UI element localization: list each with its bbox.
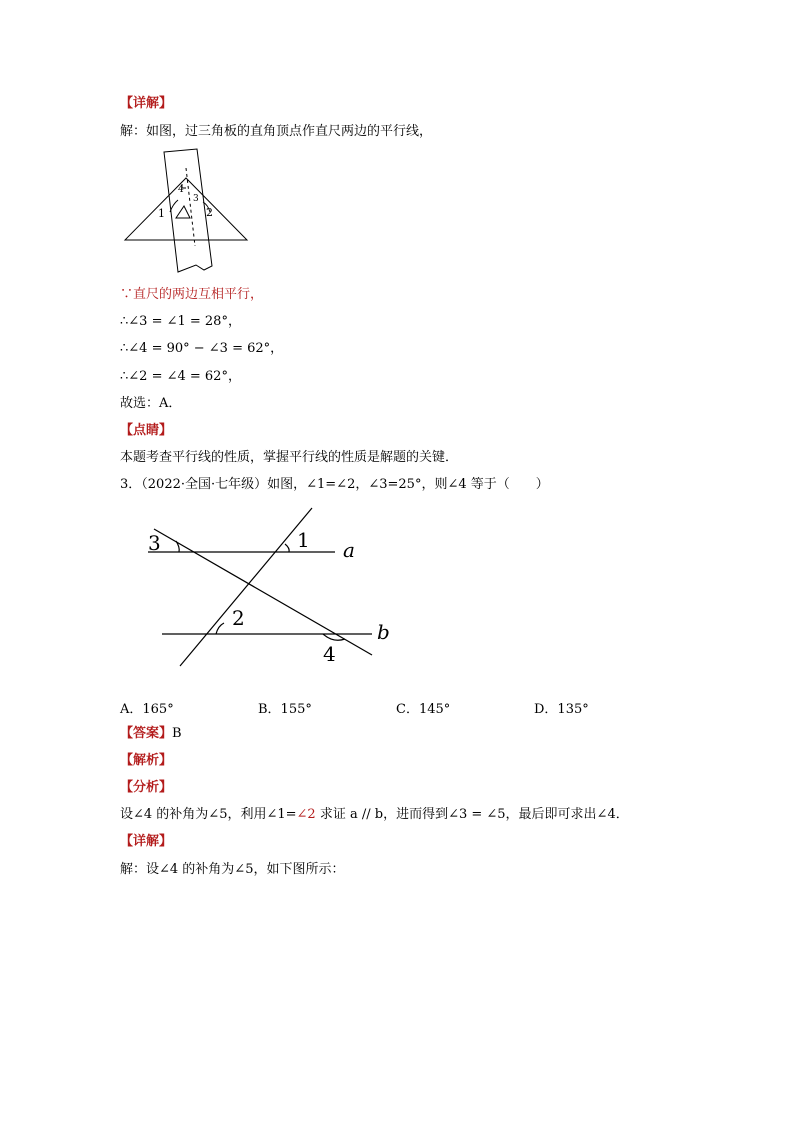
answer-heading: 【答案】 bbox=[120, 726, 173, 741]
option-d: D．135° bbox=[534, 702, 589, 717]
label-4: 4 bbox=[323, 642, 336, 666]
label-b: b bbox=[377, 620, 390, 644]
q3-detail-heading: 【详解】 bbox=[120, 834, 173, 849]
parallel-lines-figure bbox=[140, 505, 400, 675]
option-b: B．155° bbox=[258, 702, 312, 717]
step-1: ∴∠3 = ∠1 = 28°， bbox=[120, 314, 241, 329]
figure-label-1: 1 bbox=[158, 207, 165, 220]
detail-heading: 【详解】 bbox=[120, 96, 173, 111]
option-a: A．165° bbox=[120, 702, 174, 717]
note-heading: 【点睛】 bbox=[120, 423, 173, 438]
option-c: C．145° bbox=[396, 702, 451, 717]
angle2-arc bbox=[216, 623, 224, 634]
label-1: 1 bbox=[297, 528, 310, 552]
note-text: 本题考查平行线的性质，掌握平行线的性质是解题的关键． bbox=[120, 450, 459, 465]
analysis-heading: 【解析】 bbox=[120, 753, 173, 768]
label-2: 2 bbox=[232, 606, 245, 630]
label-a: a bbox=[343, 538, 355, 562]
step-2: ∴∠4 = 90° − ∠3 = 62°， bbox=[120, 341, 284, 356]
angle1-arc bbox=[285, 544, 289, 552]
because-line: ∵直尺的两边互相平行， bbox=[120, 287, 264, 302]
figure-label-4: 4 bbox=[178, 185, 184, 195]
step-3: ∴∠2 = ∠4 = 62°， bbox=[120, 369, 241, 384]
answer-value: B bbox=[172, 726, 182, 741]
label-3: 3 bbox=[148, 531, 161, 555]
ruler bbox=[164, 149, 212, 272]
solution-intro: 解：如图，过三角板的直角顶点作直尺两边的平行线， bbox=[120, 124, 433, 139]
fenxi-heading: 【分析】 bbox=[120, 780, 173, 795]
figure-label-3: 3 bbox=[193, 194, 199, 204]
triangle-ruler-figure bbox=[120, 148, 252, 274]
fenxi-text bbox=[120, 806, 629, 824]
angle1-arc bbox=[170, 200, 178, 212]
figure-label-2: 2 bbox=[206, 206, 213, 219]
fenxi-part-3: 求证 a // b，进而得到∠3 = ∠5，最后即可求出∠4． bbox=[315, 807, 629, 822]
transversal-1 bbox=[180, 508, 312, 666]
transversal-2 bbox=[154, 529, 372, 655]
question-3-stem: 3．（2022·全国·七年级）如图，∠1=∠2，∠3=25°，则∠4 等于（ ） bbox=[120, 477, 549, 492]
fenxi-part-2: ∠2 bbox=[296, 807, 316, 822]
choice-line: 故选：A． bbox=[120, 396, 182, 411]
fenxi-part-1: 设∠4 的补角为∠5，利用∠1= bbox=[120, 807, 297, 822]
small-triangle bbox=[176, 206, 190, 218]
answer-line bbox=[120, 725, 182, 743]
q3-detail-text: 解：设∠4 的补角为∠5，如下图所示： bbox=[120, 862, 345, 877]
